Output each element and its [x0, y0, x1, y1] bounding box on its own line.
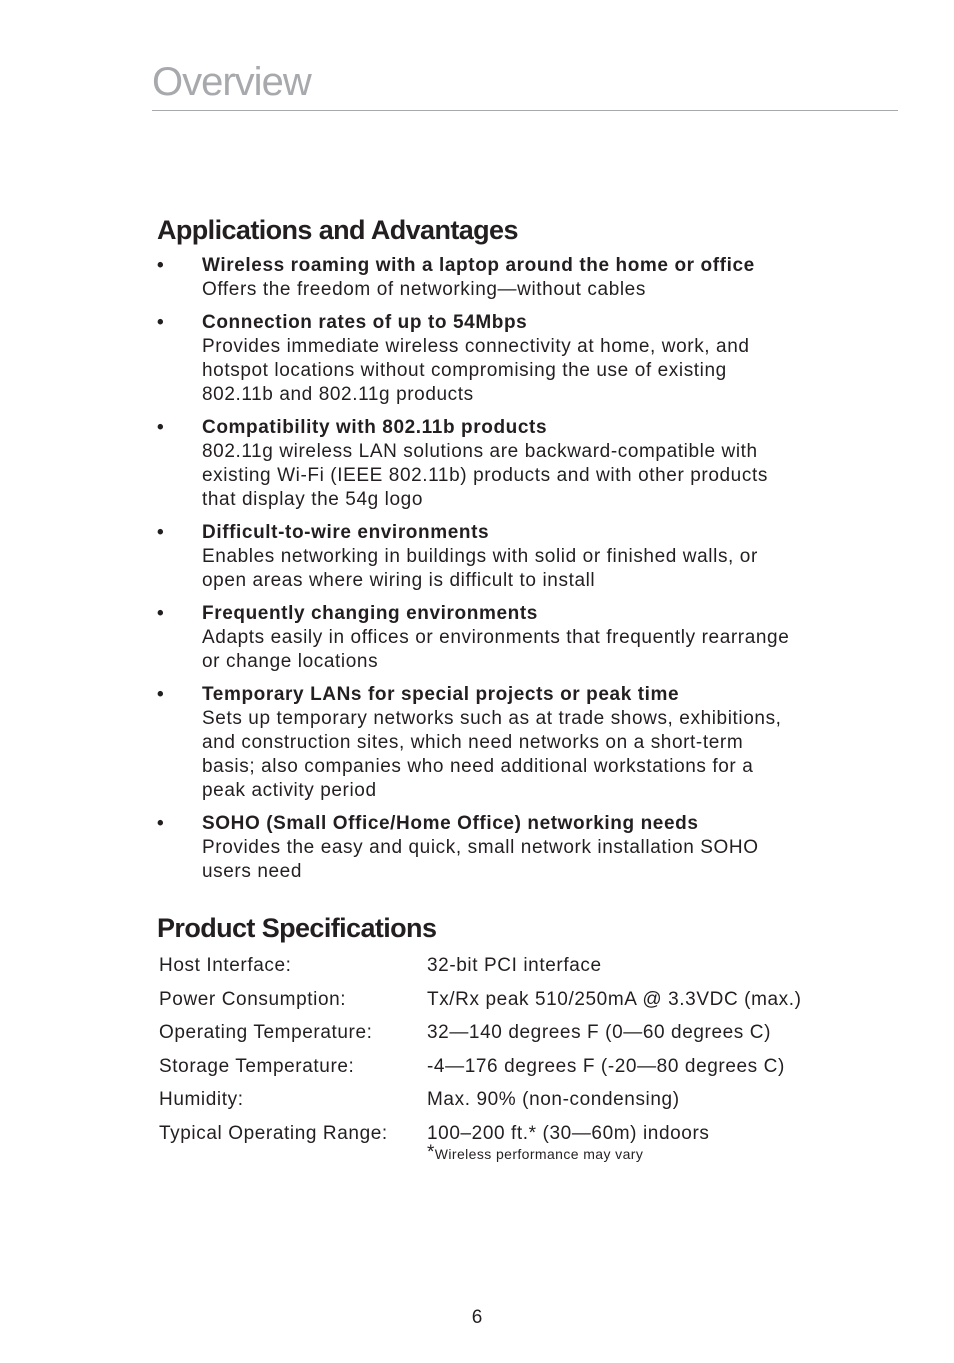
item-desc-line: that display the 54g logo: [202, 489, 423, 510]
item-desc-line: Adapts easily in offices or environments that frequently rearrange: [202, 627, 790, 648]
bullet: •: [157, 813, 165, 834]
spec-value: Max. 90% (non-condensing): [427, 1089, 680, 1110]
bullet: •: [157, 603, 165, 624]
spec-value: 32—140 degrees F (0—60 degrees C): [427, 1022, 772, 1043]
list-item: [157, 311, 877, 407]
table-row: [159, 1088, 802, 1122]
page-title: Overview: [152, 60, 311, 104]
item-desc-line: Offers the freedom of networking—without cables: [202, 279, 646, 300]
item-desc-line: open areas where wiring is difficult to install: [202, 570, 596, 591]
page-content: [157, 212, 877, 1162]
applications-heading: Applications and Advantages: [157, 215, 518, 245]
footnote-mark: *: [427, 1141, 435, 1163]
item-desc-line: Enables networking in buildings with solid or finished walls, or: [202, 546, 758, 567]
item-title: Compatibility with 802.11b products: [202, 417, 548, 438]
spec-label: Host Interface:: [159, 955, 292, 976]
spec-label: Humidity:: [159, 1089, 244, 1110]
bullet: •: [157, 255, 165, 276]
item-title: Wireless roaming with a laptop around the home or office: [202, 255, 755, 276]
spec-value: 32-bit PCI interface: [427, 955, 602, 976]
spec-label: Typical Operating Range:: [159, 1122, 388, 1144]
footnote: [427, 1141, 802, 1163]
page-header: [152, 58, 898, 106]
spec-label: Storage Temperature:: [159, 1055, 355, 1077]
list-item: [157, 683, 877, 803]
bullet: •: [157, 684, 165, 705]
item-desc-line: existing Wi-Fi (IEEE 802.11b) products and with other products: [202, 465, 768, 486]
item-desc-line: and construction sites, which need networks on a short-term: [202, 732, 744, 753]
item-desc-line: Provides the easy and quick, small network installation SOHO: [202, 837, 759, 858]
item-desc-line: 802.11b and 802.11g products: [202, 384, 474, 405]
item-desc-line: 802.11g wireless LAN solutions are backward-compatible with: [202, 441, 758, 462]
item-title: Temporary LANs for special projects or peak time: [202, 684, 680, 705]
item-desc-line: users need: [202, 861, 303, 882]
advantages-list: [157, 254, 877, 884]
bullet: •: [157, 312, 165, 333]
item-desc-line: basis; also companies who need additional workstations for a: [202, 756, 754, 777]
item-desc-line: or change locations: [202, 651, 379, 672]
bullet: •: [157, 417, 165, 438]
spec-label: Power Consumption:: [159, 988, 347, 1010]
list-item: [157, 602, 877, 674]
table-row: [159, 1021, 802, 1055]
spec-value: -4—176 degrees F (-20—80 degrees C): [427, 1055, 785, 1077]
page-number: 6: [471, 1307, 483, 1328]
specifications-heading: Product Specifications: [157, 913, 437, 943]
item-title: Frequently changing environments: [202, 603, 538, 624]
table-row: [159, 1055, 802, 1089]
item-title: Difficult-to-wire environments: [202, 522, 490, 543]
list-item: [157, 254, 877, 302]
list-item: [157, 521, 877, 593]
bullet: •: [157, 522, 165, 543]
list-item: [157, 416, 877, 512]
spec-value-with-footnote: [427, 1122, 802, 1162]
item-desc-line: Provides immediate wireless connectivity at home, work, and: [202, 336, 750, 357]
spec-label: Operating Temperature:: [159, 1022, 373, 1043]
item-title: Connection rates of up to 54Mbps: [202, 312, 528, 333]
item-desc-line: hotspot locations without compromising the use of existing: [202, 360, 727, 381]
item-desc-line: peak activity period: [202, 780, 377, 801]
specifications-table: [159, 954, 802, 1162]
header-rule: [152, 110, 898, 111]
table-row: [159, 954, 802, 988]
footnote-text: Wireless performance may vary: [434, 1145, 644, 1162]
item-desc-line: Sets up temporary networks such as at trade shows, exhibitions,: [202, 708, 782, 729]
spec-value: 100–200 ft.* (30—60m) indoors: [427, 1122, 710, 1144]
table-row: [159, 1122, 802, 1162]
list-item: [157, 812, 877, 884]
spec-value: Tx/Rx peak 510/250mA @ 3.3VDC (max.): [427, 988, 802, 1010]
table-row: [159, 988, 802, 1022]
item-title: SOHO (Small Office/Home Office) networking needs: [202, 813, 699, 834]
